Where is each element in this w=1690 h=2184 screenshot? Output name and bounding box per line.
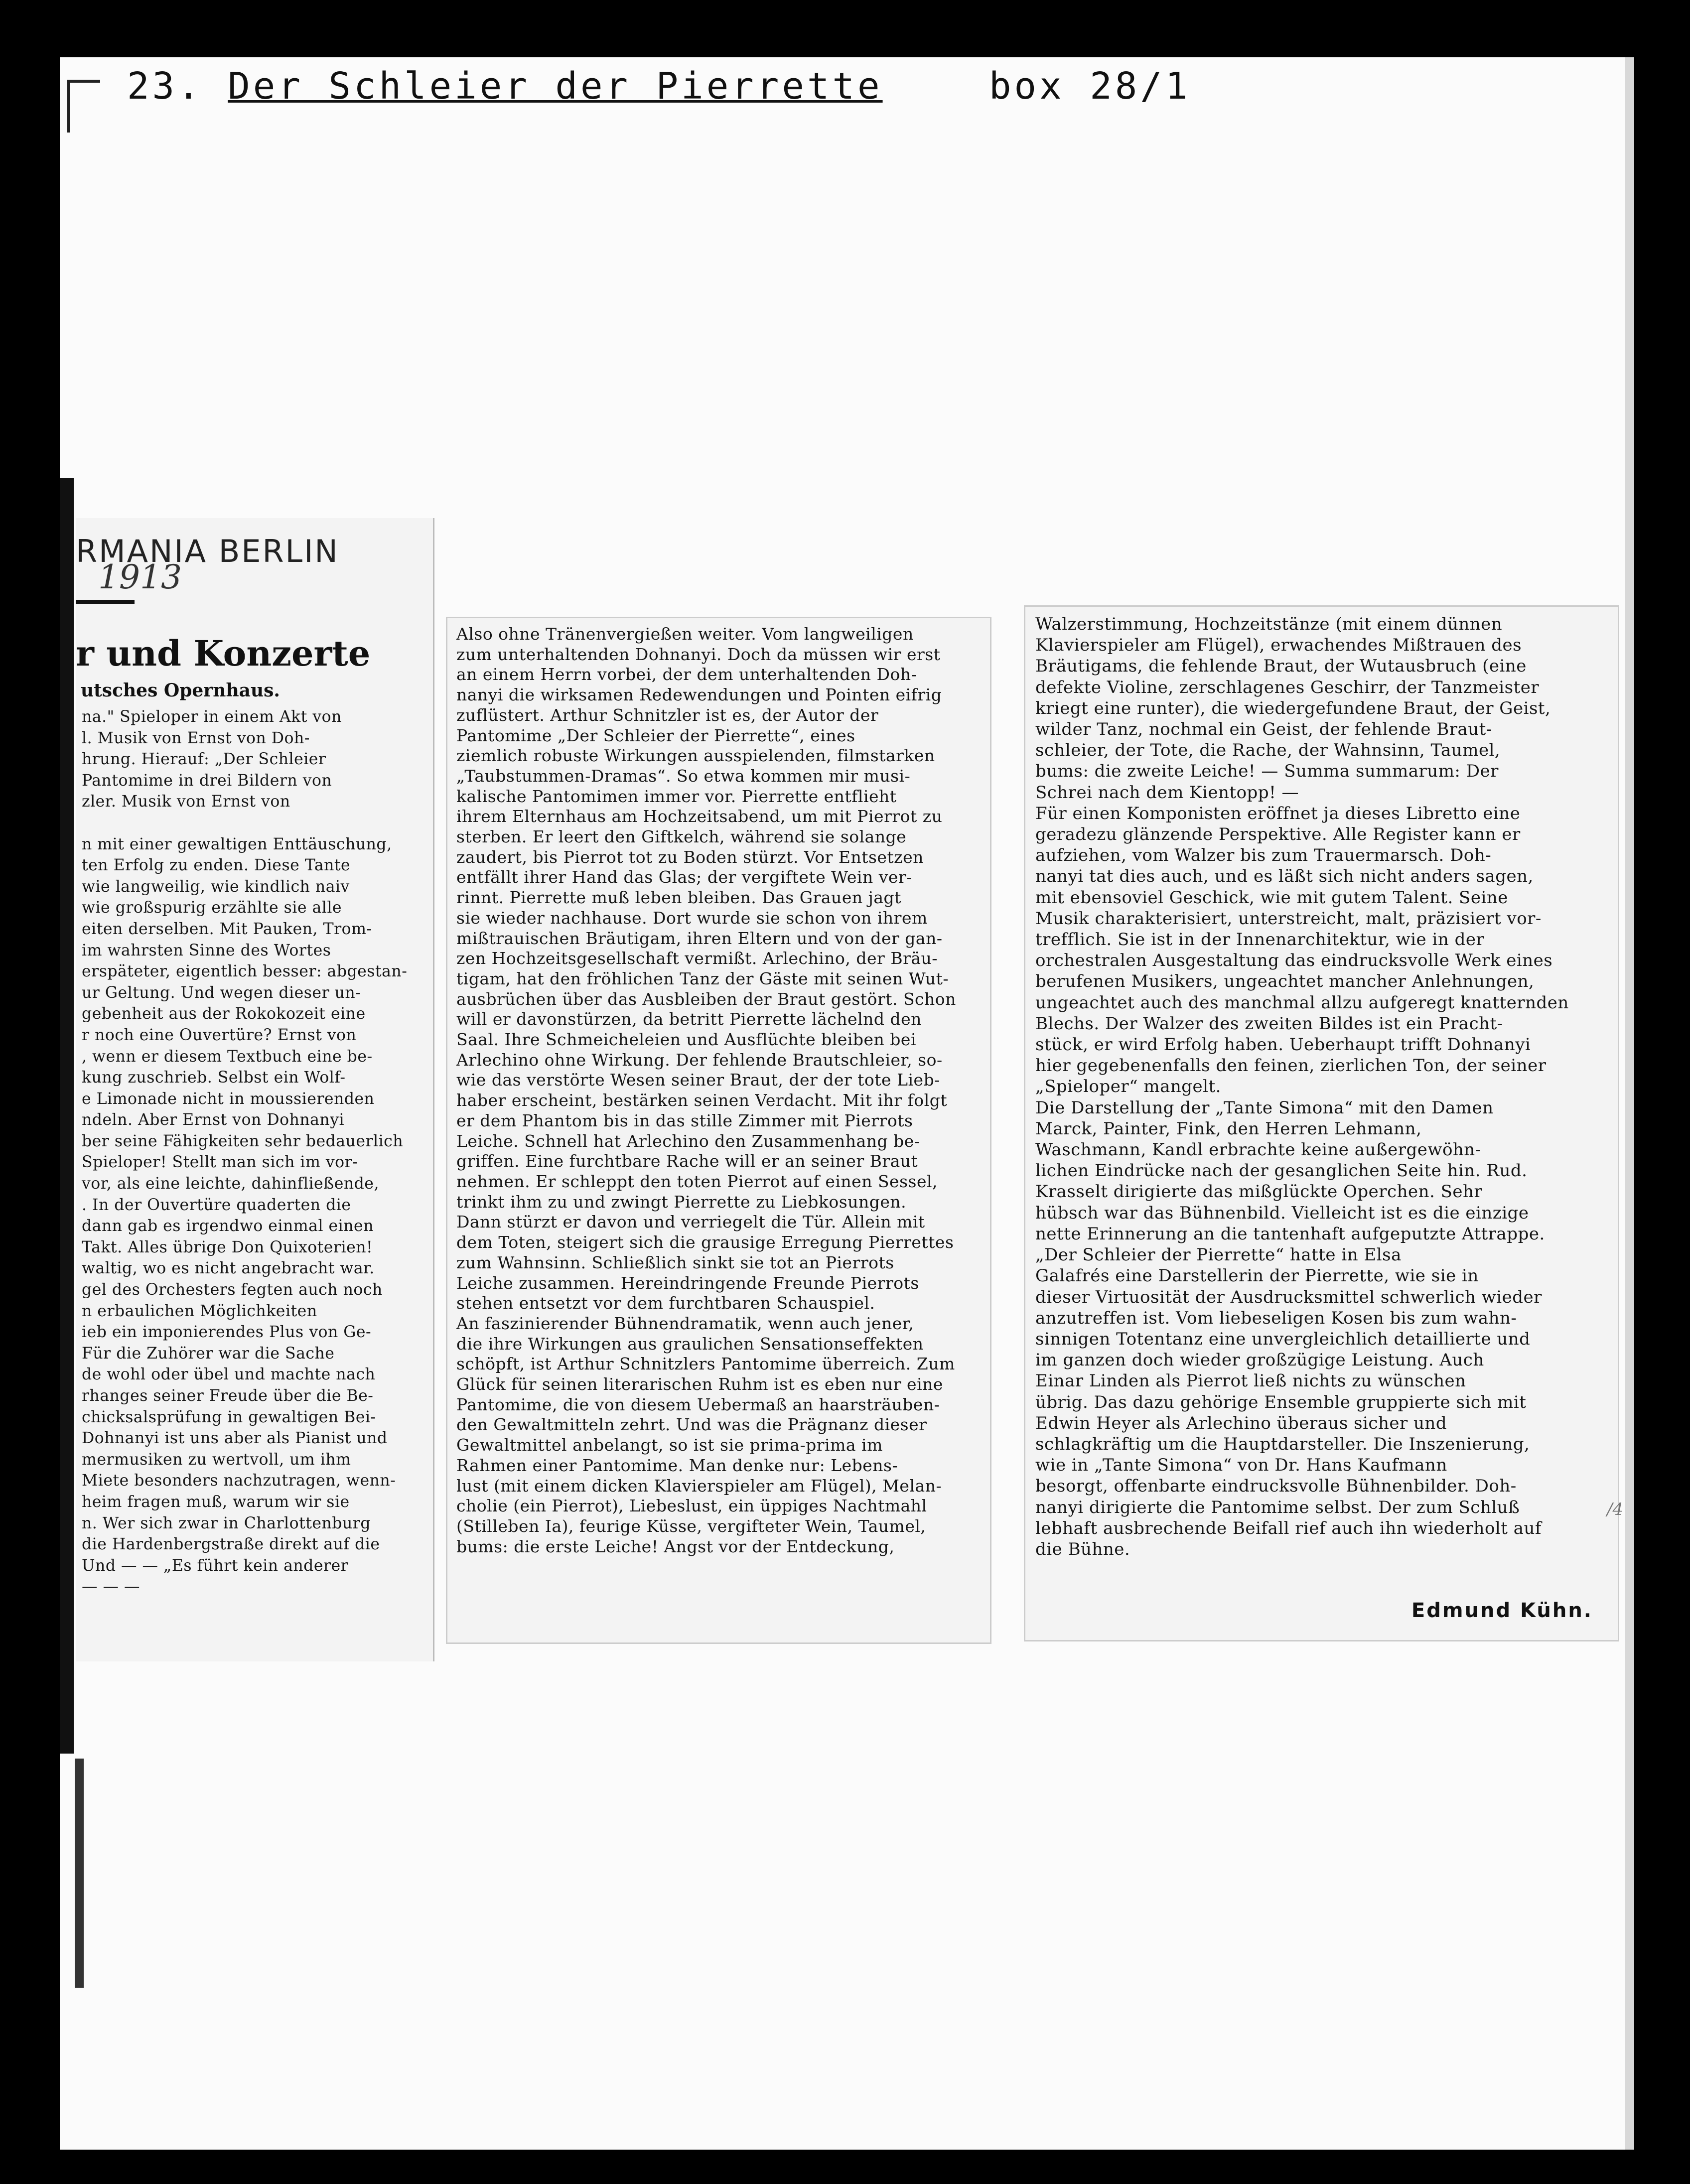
text-line: ndeln. Aber Ernst von Dohnanyi: [82, 1111, 345, 1129]
text-line: zen Hochzeitsgesellschaft vermißt. Arlechino, der Bräu-: [456, 949, 938, 968]
item-number: 23.: [127, 65, 203, 108]
text-line: dieser Virtuosität der Ausdrucksmittel schwerlich wieder: [1035, 1287, 1542, 1307]
section-heading: r und Konzerte: [76, 633, 371, 674]
text-line: anzutreffen ist. Vom liebeseligen Kosen bis zum wahn-: [1035, 1308, 1517, 1328]
text-line: heim fragen muß, warum wir sie: [82, 1493, 350, 1511]
text-line: hübsch war das Bühnenbild. Vielleicht ist es die einzige: [1035, 1203, 1529, 1223]
text-line: Dann stürzt er davon und verriegelt die Tür. Allein mit: [456, 1212, 925, 1232]
clipping-middle: [446, 617, 991, 1644]
text-line: ihrem Elternhaus am Hochzeitsabend, um mit Pierrot zu: [456, 807, 943, 826]
text-line: , wenn er diesem Textbuch eine be-: [82, 1047, 373, 1066]
text-line: Arlechino ohne Wirkung. Der fehlende Brautschleier, so-: [456, 1050, 943, 1070]
text-line: Pantomime „Der Schleier der Pierrette“, eines: [456, 725, 855, 745]
text-line: orchestralen Ausgestaltung das eindrucksvolle Werk eines: [1035, 951, 1553, 971]
left-edge-strip: [60, 478, 74, 1754]
text-line: Pantomime in drei Bildern von: [82, 771, 332, 790]
text-line: nanyi dirigierte die Pantomime selbst. Der zum Schluß: [1035, 1497, 1520, 1517]
text-line: Takt. Alles übrige Don Quixoterien!: [82, 1238, 373, 1256]
article-text-right: [1035, 614, 1569, 1560]
text-line: Einar Linden als Pierrot ließ nichts zu wünschen: [1035, 1371, 1466, 1391]
text-line: gebenheit aus der Rokokozeit eine: [82, 1005, 366, 1023]
text-line: n. Wer sich zwar in Charlottenburg: [82, 1514, 371, 1532]
text-line: . In der Ouvertüre quaderten die: [82, 1196, 351, 1214]
text-line: mermusiken zu wertvoll, um ihm: [82, 1450, 351, 1469]
text-line: Und — — „Es führt kein anderer: [82, 1556, 349, 1575]
text-line: Schrei nach dem Kientopp! —: [1035, 782, 1299, 803]
text-line: zum unterhaltenden Dohnanyi. Doch da müssen wir erst: [456, 644, 941, 664]
article-text-middle: [456, 624, 956, 1557]
author-signature: Edmund Kühn.: [1411, 1599, 1593, 1622]
text-line: die Bühne.: [1035, 1539, 1130, 1559]
text-line: wie in „Tante Simona“ von Dr. Hans Kaufmann: [1035, 1455, 1447, 1476]
corner-bracket-mark: [67, 80, 100, 133]
sheet-edge: [1625, 57, 1634, 2150]
text-line: bums: die erste Leiche! Angst vor der Entdeckung,: [456, 1536, 895, 1556]
text-line: bums: die zweite Leiche! — Summa summarum: Der: [1035, 761, 1499, 782]
text-line: Waschmann, Kandl erbrachte keine außergewöhn-: [1035, 1140, 1481, 1160]
text-line: Marck, Painter, Fink, den Herren Lehmann,: [1035, 1118, 1422, 1139]
text-line: Rahmen einer Pantomime. Man denke nur: Lebens-: [456, 1455, 898, 1475]
text-line: nanyi die wirksamen Redewendungen und Pointen eifrig: [456, 685, 942, 705]
text-line: ieb ein imponierendes Plus von Ge-: [82, 1323, 372, 1342]
text-line: mißtrauischen Bräutigam, ihren Eltern und von der gan-: [456, 928, 943, 948]
text-line: dann gab es irgendwo einmal einen: [82, 1217, 374, 1235]
text-line: lust (mit einem dicken Klavierspieler am Flügel), Melan-: [456, 1476, 942, 1496]
text-line: ungeachtet auch des manchmal allzu aufgeregt knatternden: [1035, 992, 1569, 1013]
text-line: hier gegebenenfalls den feinen, zierlichen Ton, der seiner: [1035, 1056, 1547, 1076]
text-line: „Der Schleier der Pierrette“ hatte in Elsa: [1035, 1245, 1402, 1265]
text-line: sinnigen Totentanz eine unvergleichlich detaillierte und: [1035, 1329, 1531, 1349]
text-line: hrung. Hierauf: „Der Schleier: [82, 750, 326, 769]
text-line: zuflüstert. Arthur Schnitzler ist es, der Autor der: [456, 705, 879, 725]
text-line: Glück für seinen literarischen Ruhm ist es eben nur eine: [456, 1374, 943, 1394]
text-line: Für die Zuhörer war die Sache: [82, 1344, 335, 1363]
text-line: berufenen Musikers, ungeachtet mancher Anlehnungen,: [1035, 971, 1535, 992]
text-line: defekte Violine, zerschlagenes Geschirr, der Tanzmeister: [1035, 677, 1540, 697]
masthead-rule: [76, 600, 135, 604]
text-line: übrig. Das dazu gehörige Ensemble gruppierte sich mit: [1035, 1392, 1527, 1412]
text-line: ausbrüchen über das Ausbleiben der Braut gestört. Schon: [456, 989, 956, 1009]
text-line: lebhaft ausbrechende Beifall rief auch ihn wiederholt auf: [1035, 1518, 1542, 1538]
text-line: schleier, der Tote, die Rache, der Wahnsinn, Taumel,: [1035, 740, 1501, 761]
text-line: Die Darstellung der „Tante Simona“ mit den Damen: [1035, 1097, 1494, 1118]
text-line: (Stilleben Ia), feurige Küsse, vergifteter Wein, Taumel,: [456, 1516, 926, 1536]
text-line: l. Musik von Ernst von Doh-: [82, 729, 310, 747]
text-line: zum Wahnsinn. Schließlich sinkt sie tot an Pierrots: [456, 1252, 894, 1272]
text-line: aufziehen, vom Walzer bis zum Trauermarsch. Doh-: [1035, 845, 1492, 866]
handwritten-year: 1913: [98, 558, 182, 596]
text-line: wie großspurig erzählte sie alle: [82, 899, 342, 917]
text-line: Klavierspieler am Flügel), erwachendes Mißtrauen des: [1035, 635, 1522, 656]
text-line: na." Spieloper in einem Akt von: [82, 708, 342, 726]
text-line: stehen entsetzt vor dem furchtbaren Schauspiel.: [456, 1293, 875, 1313]
archive-header: [127, 65, 883, 108]
text-line: Blechs. Der Walzer des zweiten Bildes ist ein Pracht-: [1035, 1013, 1503, 1034]
text-line: n mit einer gewaltigen Enttäuschung,: [82, 835, 392, 853]
text-line: will er davonstürzen, da betritt Pierrette lächelnd den: [456, 1009, 922, 1029]
text-line: lichen Eindrücke nach der gesanglichen Seite hin. Rud.: [1035, 1161, 1528, 1181]
text-line: Saal. Ihre Schmeicheleien und Ausflüchte bleiben bei: [456, 1030, 917, 1050]
text-line: kalische Pantomimen immer vor. Pierrette entflieht: [456, 786, 897, 806]
text-line: nette Erinnerung an die tantenhaft aufgeputzte Attrappe.: [1035, 1224, 1545, 1244]
text-line: wilder Tanz, nochmal ein Geist, der fehlende Braut-: [1035, 719, 1492, 740]
text-line: Miete besonders nachzutragen, wenn-: [82, 1472, 396, 1490]
text-line: haber erscheint, bestärken seinen Verdacht. Mit ihr folgt: [456, 1091, 948, 1110]
text-line: waltig, wo es nicht angebracht war.: [82, 1259, 375, 1278]
text-line: rhanges seiner Freude über die Be-: [82, 1387, 374, 1405]
text-line: nehmen. Er schleppt den toten Pierrot auf einen Sessel,: [456, 1171, 938, 1191]
text-line: stück, er wird Erfolg haben. Ueberhaupt trifft Dohnanyi: [1035, 1035, 1531, 1055]
text-line: ten Erfolg zu enden. Diese Tante: [82, 856, 351, 875]
text-line: mit ebensoviel Geschick, wie mit gutem Talent. Seine: [1035, 887, 1508, 908]
text-line: dem Toten, steigert sich die grausige Erregung Pierrettes: [456, 1232, 954, 1252]
text-line: ziemlich robuste Wirkungen ausspielenden, filmstarken: [456, 746, 935, 766]
text-line: Edwin Heyer als Arlechino überaus sicher und: [1035, 1413, 1447, 1433]
text-line: zaudert, bis Pierrot tot zu Boden stürzt. Vor Entsetzen: [456, 847, 924, 867]
text-line: Für einen Komponisten eröffnet ja dieses Libretto eine: [1035, 803, 1521, 823]
text-line: entfällt ihrer Hand das Glas; der vergiftete Wein ver-: [456, 867, 912, 887]
clipping-left: [76, 518, 434, 1661]
article-text-left: [82, 706, 407, 1598]
text-line: gel des Orchesters fegten auch noch: [82, 1281, 383, 1299]
text-line: Gewaltmittel anbelangt, so ist sie prima-prima im: [456, 1435, 883, 1455]
text-line: e Limonade nicht in moussierenden: [82, 1090, 375, 1108]
clipping-right: [1024, 605, 1619, 1641]
box-label: box 28/1: [989, 65, 1191, 108]
text-line: de wohl oder übel und machte nach: [82, 1365, 376, 1384]
text-line: sie wieder nachhause. Dort wurde sie schon von ihrem: [456, 908, 928, 928]
text-line: er dem Phantom bis in das stille Zimmer mit Pierrots: [456, 1110, 913, 1130]
text-line: den Gewaltmitteln zehrt. Und was die Prägnanz dieser: [456, 1415, 927, 1435]
text-line: Krasselt dirigierte das mißglückte Operchen. Sehr: [1035, 1182, 1483, 1202]
text-line: chicksalsprüfung in gewaltigen Bei-: [82, 1408, 376, 1426]
text-line: schlagkräftig um die Hauptdarsteller. Die Inszenierung,: [1035, 1434, 1530, 1454]
text-line: eiten derselben. Mit Pauken, Trom-: [82, 920, 372, 938]
text-line: nanyi tat dies auch, und es läßt sich nicht anders sagen,: [1035, 866, 1534, 887]
text-line: schöpft, ist Arthur Schnitzlers Pantomime überreich. Zum: [456, 1354, 955, 1374]
text-line: Spieloper! Stellt man sich im vor-: [82, 1153, 358, 1172]
text-line: geradezu glänzende Perspektive. Alle Register kann er: [1035, 824, 1521, 845]
text-line: erspäteter, eigentlich besser: abgestan-: [82, 962, 408, 981]
text-line: „Spieloper“ mangelt.: [1035, 1077, 1221, 1097]
text-line: [82, 813, 407, 834]
text-line: kung zuschrieb. Selbst ein Wolf-: [82, 1069, 346, 1087]
text-line: trinkt ihm zu und zwingt Pierrette zu Liebkosungen.: [456, 1192, 907, 1212]
text-line: vor, als eine leichte, dahinfließende,: [82, 1175, 379, 1193]
text-line: im wahrsten Sinne des Wortes: [82, 941, 331, 959]
text-line: zler. Musik von Ernst von: [82, 793, 290, 811]
text-line: trefflich. Sie ist in der Innenarchitektur, wie in der: [1035, 930, 1485, 950]
text-line: ur Geltung. Und wegen dieser un-: [82, 983, 361, 1002]
text-line: Galafrés eine Darstellerin der Pierrette, wie sie in: [1035, 1266, 1479, 1286]
text-line: tigam, hat den fröhlichen Tanz der Gäste mit seinen Wut-: [456, 968, 949, 988]
text-line: ber seine Fähigkeiten sehr bedauerlich: [82, 1132, 404, 1150]
text-line: n erbaulichen Möglichkeiten: [82, 1302, 317, 1320]
pencil-margin-mark: /4: [1607, 1500, 1624, 1519]
text-line: r noch eine Ouvertüre? Ernst von: [82, 1026, 357, 1044]
text-line: die Hardenbergstraße direkt auf die: [82, 1535, 380, 1554]
text-line: cholie (ein Pierrot), Liebeslust, ein üppiges Nachtmahl: [456, 1496, 927, 1516]
text-line: Dohnanyi ist uns aber als Pianist und: [82, 1429, 388, 1448]
text-line: wie langweilig, wie kindlich naiv: [82, 877, 350, 896]
text-line: „Taubstummen-Dramas“. So etwa kommen mir musi-: [456, 766, 911, 786]
left-edge-strip-lower: [75, 1759, 84, 1988]
text-line: An faszinierender Bühnendramatik, wenn auch jener,: [456, 1313, 914, 1333]
text-line: sterben. Er leert den Giftkelch, während sie solange: [456, 827, 907, 847]
text-line: im ganzen doch wieder großzügige Leistung. Auch: [1035, 1350, 1484, 1370]
text-line: Leiche. Schnell hat Arlechino den Zusammenhang be-: [456, 1131, 920, 1151]
text-line: Leiche zusammen. Hereindringende Freunde Pierrots: [456, 1273, 919, 1293]
text-line: rinnt. Pierrette muß leben bleiben. Das Grauen jagt: [456, 888, 901, 908]
text-line: griffen. Eine furchtbare Rache will er an seiner Braut: [456, 1151, 918, 1171]
section-subheading: utsches Opernhaus.: [81, 680, 280, 701]
text-line: an einem Herrn vorbei, der dem unterhaltenden Doh-: [456, 665, 917, 684]
newspaper-masthead: RMANIA BERLIN: [76, 533, 339, 569]
text-line: Bräutigams, die fehlende Braut, der Wutausbruch (eine: [1035, 656, 1527, 677]
text-line: Musik charakterisiert, unterstreicht, malt, präzisiert vor-: [1035, 908, 1542, 929]
text-line: — — —: [82, 1578, 141, 1596]
work-title: Der Schleier der Pierrette: [228, 65, 883, 108]
text-line: Also ohne Tränenvergießen weiter. Vom langweiligen: [456, 624, 914, 644]
text-line: die ihre Wirkungen aus graulichen Sensationseffekten: [456, 1334, 924, 1354]
text-line: kriegt eine runter), die wiedergefundene Braut, der Geist,: [1035, 698, 1551, 718]
text-line: wie das verstörte Wesen seiner Braut, der der tote Lieb-: [456, 1070, 940, 1090]
text-line: besorgt, offenbarte eindrucksvolle Bühnenbilder. Doh-: [1035, 1476, 1517, 1497]
text-line: Walzerstimmung, Hochzeitstänze (mit einem dünnen: [1035, 614, 1503, 634]
text-line: Pantomime, die von diesem Uebermaß an haarsträuben-: [456, 1394, 940, 1414]
